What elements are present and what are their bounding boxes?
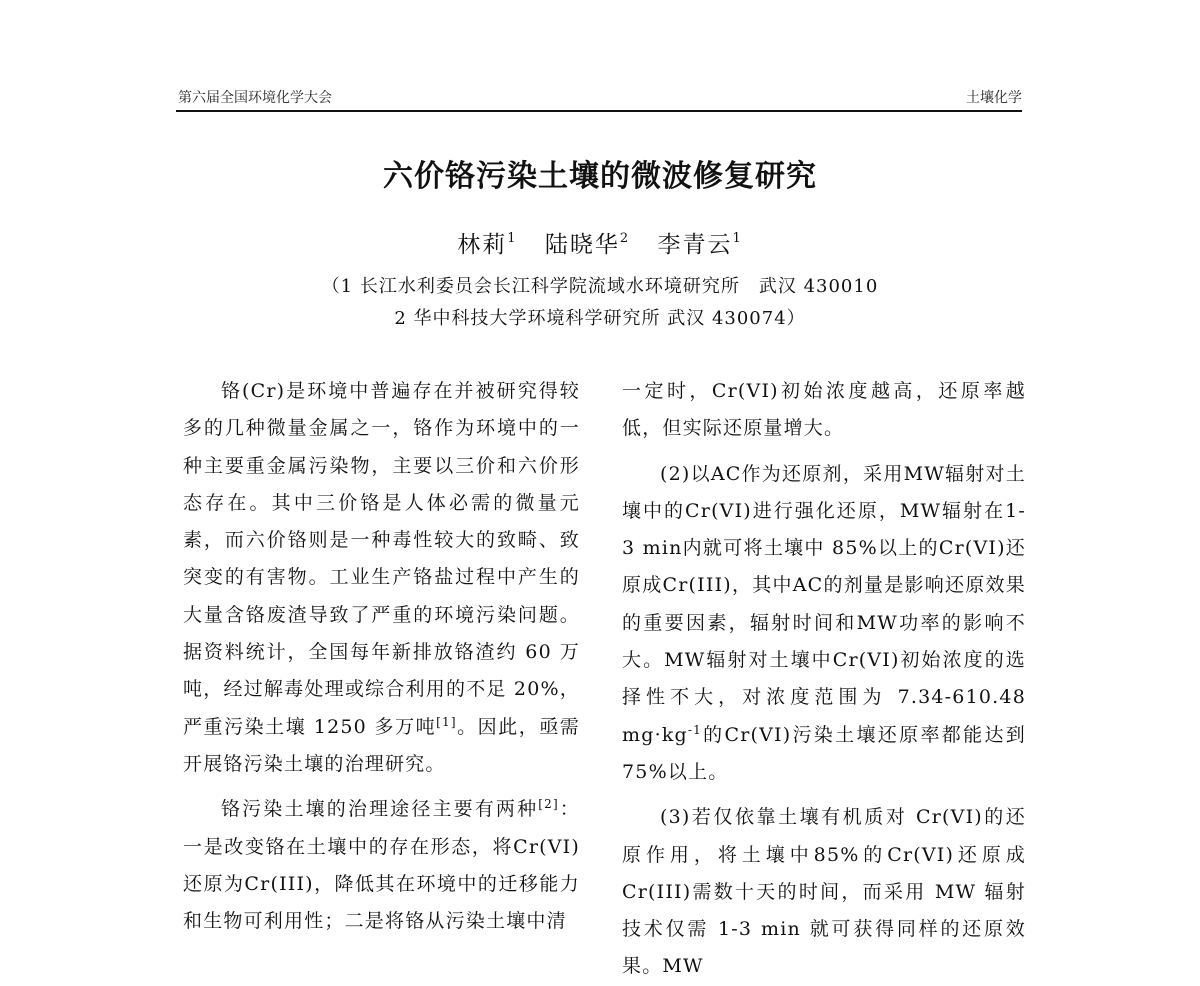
author: 李青云$^1$ xyxy=(657,231,743,258)
body-column-left xyxy=(183,373,580,940)
author-list xyxy=(0,222,1200,262)
affiliation-1: （1 长江水利委员会长江科学院流域水环境研究所 武汉 430010 xyxy=(321,276,879,297)
paper-title: 六价铬污染土壤的微波修复研究 xyxy=(383,159,817,194)
author: 陆晓华$^2$ xyxy=(544,231,631,258)
running-header-section: 土壤化学 xyxy=(966,90,1022,106)
header-rule xyxy=(176,110,1022,112)
affiliation-2: 2 华中科技大学环境科学研究所 武汉 430074） xyxy=(394,308,806,329)
paragraph: (2)以AC作为还原剂，采用MW辐射对土壤中的Cr(VI)进行强化还原，MW辐射在1-3 min内就可将土壤中 85%以上的Cr(VI)还原成Cr(III)，其中AC的剂量是影响还原效果的重要因素，辐射时间和MW功率的影响不大。MW辐射对土壤中Cr(VI)初始浓度的选择性不大，对浓度范围为 7.34-610.48 mg·kg$^{-1}$的Cr(VI)污染土壤还原率都能达到75%以上。 xyxy=(622,462,1026,783)
paragraph: 铬(Cr)是环境中普遍存在并被研究得较多的几种微量金属之一，铬作为环境中的一种主要重金属污染物，主要以三价和六价形态存在。其中三价铬是人体必需的微量元素，而六价铬则是一种毒性较大的致畸、致突变的有害物。工业生产铬盐过程中产生的大量含铬废渣导致了严重的环境污染问题。据资料统计，全国每年新排放铬渣约 60 万吨，经过解毒处理或综合利用的不足 20%，严重污染土壤 1250 多万吨[1]。因此，亟需开展铬污染土壤的治理研究。 xyxy=(183,380,580,775)
running-header-conference: 第六届全国环境化学大会 xyxy=(178,90,332,106)
paragraph: 一定时，Cr(VI)初始浓度越高，还原率越低，但实际还原量增大。 xyxy=(622,380,1026,440)
paragraph: (3)若仅依靠土壤有机质对 Cr(VI)的还原作用，将土壤中85%的Cr(VI)还原成Cr(III)需数十天的时间，而采用 MW 辐射技术仅需 1-3 min 就可获得同样的还原效果。MW xyxy=(622,806,1026,978)
citation: [2] xyxy=(538,797,559,812)
author: 林莉$^1$ xyxy=(457,231,518,258)
citation: [1] xyxy=(436,714,457,729)
paragraph: 铬污染土壤的治理途径主要有两种[2]：一是改变铬在土壤中的存在形态，将Cr(VI)还原为Cr(III)，降低其在环境中的迁移能力和生物可利用性；二是将铬从污染土壤中清 xyxy=(183,797,580,933)
body-column-right xyxy=(622,373,1026,986)
